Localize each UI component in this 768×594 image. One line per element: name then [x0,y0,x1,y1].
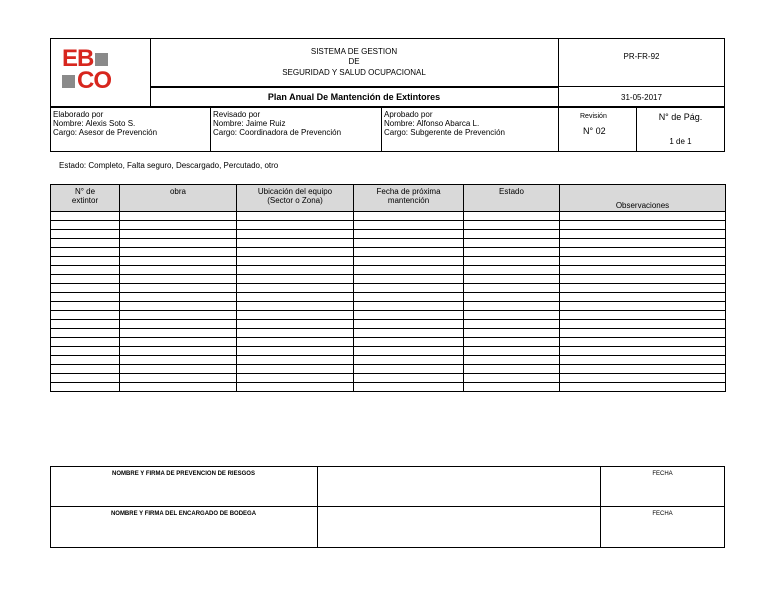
col-header-estado: Estado [464,185,560,212]
table-cell[interactable] [120,365,237,374]
table-cell[interactable] [120,374,237,383]
table-cell[interactable] [560,320,726,329]
table-cell[interactable] [464,302,560,311]
table-cell[interactable] [51,230,120,239]
table-cell[interactable] [464,284,560,293]
table-cell[interactable] [560,239,726,248]
table-cell[interactable] [237,221,354,230]
table-row [51,221,726,230]
table-cell[interactable] [464,239,560,248]
prevencion-signature-label: NOMBRE Y FIRMA DE PREVENCION DE RIESGOS [112,471,255,477]
document-code: PR-FR-92 [623,52,660,61]
page-label: N° de Pág. [658,112,703,122]
table-cell[interactable] [120,338,237,347]
table-cell[interactable] [354,383,464,392]
elaborado-role: Cargo: Asesor de Prevención [53,128,158,137]
logo-text-top: EB [62,45,94,72]
aprobado-role: Cargo: Subgerente de Prevención [384,128,505,137]
table-cell[interactable] [51,257,120,266]
table-cell[interactable] [464,266,560,275]
table-cell[interactable] [120,329,237,338]
aprobado-name: Nombre: Alfonso Abarca L. [384,119,480,128]
table-cell[interactable] [354,338,464,347]
table-cell[interactable] [51,275,120,284]
table-cell[interactable] [51,329,120,338]
table-cell[interactable] [354,257,464,266]
table-cell[interactable] [560,275,726,284]
revision-label: Revisión [580,113,607,120]
table-cell[interactable] [120,293,237,302]
table-cell[interactable] [464,356,560,365]
revision-value: N° 02 [583,126,606,136]
col-header-numero: N° de extintor [51,185,120,212]
table-cell[interactable] [51,266,120,275]
document-date: 31-05-2017 [621,93,662,102]
revisado-role: Cargo: Coordinadora de Prevención [213,128,342,137]
table-cell[interactable] [560,212,726,221]
table-cell[interactable] [354,374,464,383]
table-cell[interactable] [560,293,726,302]
table-cell[interactable] [464,338,560,347]
header-divider-1b [150,87,558,88]
table-cell[interactable] [237,356,354,365]
table-row [51,374,726,383]
table-cell[interactable] [464,221,560,230]
plan-title: Plan Anual De Mantención de Extintores [267,92,441,102]
table-cell[interactable] [464,347,560,356]
table-cell[interactable] [120,347,237,356]
table-cell[interactable] [237,302,354,311]
col-header-obra: obra [120,185,237,212]
table-cell[interactable] [464,383,560,392]
table-cell[interactable] [354,347,464,356]
table-cell[interactable] [560,221,726,230]
table-cell[interactable] [237,338,354,347]
table-cell[interactable] [464,212,560,221]
table-cell[interactable] [120,257,237,266]
table-row [51,365,726,374]
table-row [51,320,726,329]
table-cell[interactable] [237,248,354,257]
table-cell[interactable] [354,365,464,374]
company-logo [62,45,111,94]
table-cell[interactable] [354,311,464,320]
table-row [51,293,726,302]
table-cell[interactable] [51,365,120,374]
table-cell[interactable] [237,320,354,329]
table-cell[interactable] [237,239,354,248]
table-cell[interactable] [237,284,354,293]
table-row [51,257,726,266]
table-cell[interactable] [120,275,237,284]
table-cell[interactable] [464,374,560,383]
table-cell[interactable] [120,221,237,230]
logo-text-bottom: CO [77,67,111,94]
table-cell[interactable] [237,383,354,392]
estado-note: Estado: Completo, Falta seguro, Descargado, Percutado, otro [59,161,279,170]
footer-divider [50,506,725,507]
table-cell[interactable] [560,329,726,338]
table-cell[interactable] [354,230,464,239]
table-cell[interactable] [354,221,464,230]
table-cell[interactable] [120,383,237,392]
table-cell[interactable] [51,302,120,311]
table-cell[interactable] [51,311,120,320]
table-cell[interactable] [51,284,120,293]
table-row [51,284,726,293]
table-cell[interactable] [464,248,560,257]
table-cell[interactable] [51,293,120,302]
table-cell[interactable] [51,221,120,230]
table-cell[interactable] [560,365,726,374]
table-cell[interactable] [560,347,726,356]
table-row [51,239,726,248]
revisado-label: Revisado por [213,110,261,119]
table-row [51,356,726,365]
header-vline-sig2 [381,106,382,152]
table-cell[interactable] [51,383,120,392]
col-header-ubicacion: Ubicación del equipo (Sector o Zona) [237,185,354,212]
table-cell[interactable] [354,275,464,284]
table-cell[interactable] [560,302,726,311]
table-cell[interactable] [120,302,237,311]
table-cell[interactable] [237,293,354,302]
table-cell[interactable] [464,275,560,284]
table-cell[interactable] [120,320,237,329]
table-cell[interactable] [237,329,354,338]
table-cell[interactable] [237,347,354,356]
col-header-observaciones: Observaciones [560,185,726,212]
table-cell[interactable] [560,338,726,347]
table-cell[interactable] [560,248,726,257]
table-cell[interactable] [464,365,560,374]
table-header-row [51,185,726,212]
table-row [51,275,726,284]
fecha-label-2: FECHA [652,511,673,517]
table-cell[interactable] [354,320,464,329]
table-row [51,302,726,311]
footer-vline-1 [317,466,318,548]
table-cell[interactable] [237,266,354,275]
table-row [51,248,726,257]
col-header-fecha: Fecha de próxima mantención [354,185,464,212]
table-cell[interactable] [560,356,726,365]
page-value: 1 de 1 [669,137,692,146]
elaborado-label: Elaborado por [53,110,104,119]
system-title-line3: SEGURIDAD Y SALUD OCUPACIONAL [282,68,426,77]
table-cell[interactable] [354,239,464,248]
table-row [51,347,726,356]
fecha-label-1: FECHA [652,471,673,477]
table-cell[interactable] [120,284,237,293]
table-row [51,383,726,392]
table-cell[interactable] [51,356,120,365]
system-title-line1: SISTEMA DE GESTION [310,47,398,56]
table-cell[interactable] [560,374,726,383]
table-cell[interactable] [51,338,120,347]
table-cell[interactable] [51,374,120,383]
table-row [51,338,726,347]
table-cell[interactable] [51,248,120,257]
table-cell[interactable] [354,248,464,257]
table-cell[interactable] [237,311,354,320]
table-cell[interactable] [354,302,464,311]
table-cell[interactable] [560,266,726,275]
table-cell[interactable] [51,320,120,329]
table-cell[interactable] [354,266,464,275]
table-cell[interactable] [464,230,560,239]
table-cell[interactable] [354,284,464,293]
bodega-signature-label: NOMBRE Y FIRMA DEL ENCARGADO DE BODEGA [110,511,257,517]
revisado-name: Nombre: Jaime Ruiz [213,119,286,128]
table-cell[interactable] [51,347,120,356]
table-cell[interactable] [464,311,560,320]
table-cell[interactable] [237,365,354,374]
table-cell[interactable] [237,257,354,266]
table-cell[interactable] [354,329,464,338]
table-cell[interactable] [120,212,237,221]
table-cell[interactable] [51,212,120,221]
table-cell[interactable] [237,212,354,221]
table-cell[interactable] [237,230,354,239]
table-cell[interactable] [464,257,560,266]
table-cell[interactable] [560,383,726,392]
table-cell[interactable] [464,329,560,338]
table-row [51,311,726,320]
table-body [51,212,726,392]
logo-square-top [95,53,108,66]
table-cell[interactable] [354,293,464,302]
table-row [51,212,726,221]
extintores-table [50,184,726,392]
table-cell[interactable] [464,320,560,329]
table-cell[interactable] [464,293,560,302]
table-cell[interactable] [120,311,237,320]
elaborado-name: Nombre: Alexis Soto S. [53,119,136,128]
table-cell[interactable] [120,230,237,239]
header-divider-2 [50,106,725,108]
table-cell[interactable] [560,311,726,320]
logo-square-bottom [62,75,75,88]
table-row [51,230,726,239]
table-cell[interactable] [237,275,354,284]
table-cell[interactable] [354,212,464,221]
table-cell[interactable] [237,374,354,383]
table-cell[interactable] [354,356,464,365]
system-title-line2: DE [348,57,360,66]
aprobado-label: Aprobado por [384,110,433,119]
table-cell[interactable] [120,248,237,257]
header-vline-sig1 [210,106,211,152]
table-cell[interactable] [560,230,726,239]
table-cell[interactable] [120,356,237,365]
table-cell[interactable] [560,257,726,266]
table-cell[interactable] [120,239,237,248]
table-cell[interactable] [51,239,120,248]
table-cell[interactable] [120,266,237,275]
table-cell[interactable] [560,284,726,293]
table-row [51,329,726,338]
table-row [51,266,726,275]
